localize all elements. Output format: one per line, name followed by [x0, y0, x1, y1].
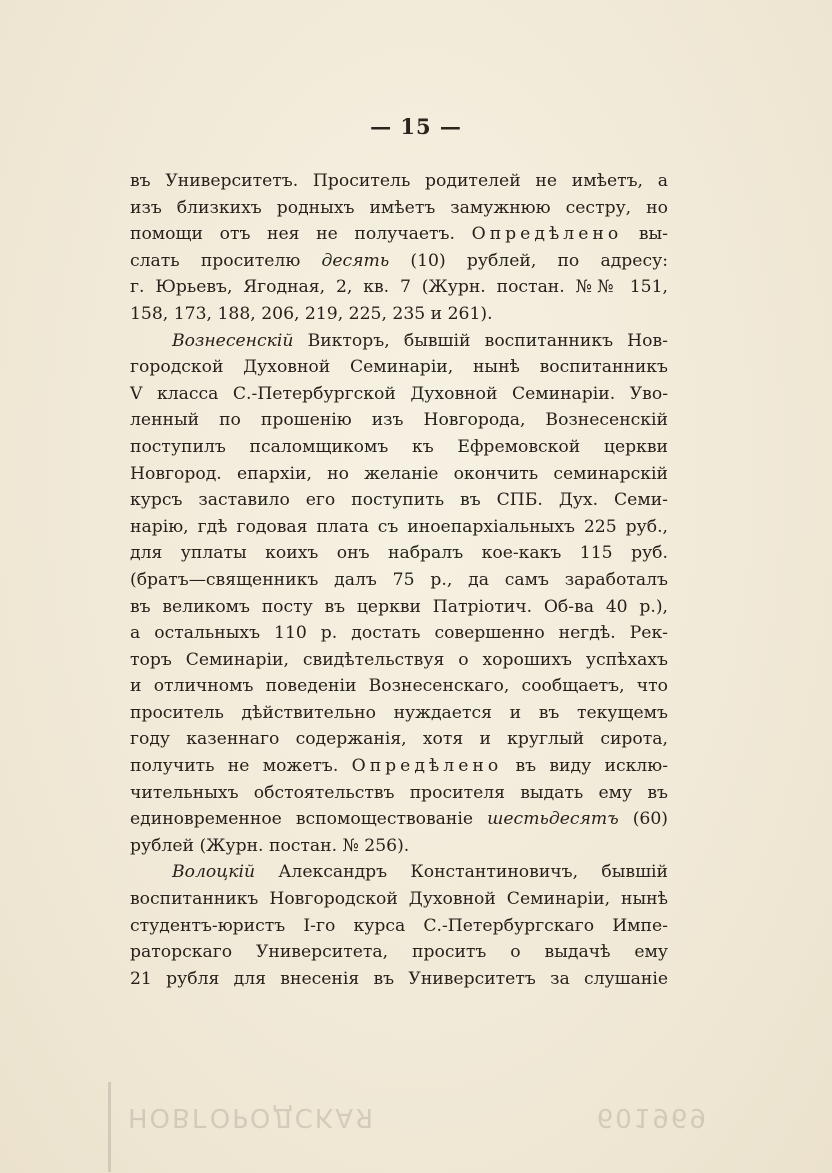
line-text: Новгород. епархіи, но желаніе окончить семинарскій — [130, 463, 668, 484]
line-text: студентъ-юристъ I-го курса С.-Петербургскаго Импе- — [130, 915, 668, 936]
line-text: курсъ заставило его поступить въ СПБ. Дух. Семи- — [130, 490, 668, 511]
text-line — [130, 939, 668, 966]
text-line — [130, 833, 668, 860]
stamp-text-left: НОВГОРОДСКАЯ — [128, 1102, 376, 1132]
line-text: единовременное вспомоществованіе — [130, 809, 488, 830]
text-line — [130, 913, 668, 940]
decision-word: Опредѣлено — [471, 224, 623, 245]
text-line — [130, 514, 668, 541]
text-line — [130, 354, 668, 381]
line-text: вы- — [622, 224, 668, 245]
text-line — [130, 886, 668, 913]
line-text: въ виду исклю- — [502, 756, 668, 777]
body-text — [130, 168, 668, 992]
line-text: слать просителю — [130, 250, 322, 271]
line-text: (10) рублей, по адресу: — [389, 250, 668, 271]
page-number: — 15 — — [370, 114, 462, 139]
line-text: нарію, гдѣ годовая плата съ иноепархіальныхъ 225 руб., — [130, 516, 668, 537]
line-text: (60) — [618, 809, 668, 830]
line-text: получить не можетъ. — [130, 756, 352, 777]
text-line — [130, 780, 668, 807]
line-text: раторскаго Университета, проситъ о выдачѣ ему — [130, 942, 668, 963]
text-line — [130, 700, 668, 727]
line-text: торъ Семинаріи, свидѣтельствуя о хорошихъ успѣхахъ — [130, 649, 668, 670]
text-line — [130, 567, 668, 594]
text-line — [130, 328, 668, 355]
line-text: поступилъ псаломщикомъ къ Ефремовской церкви — [130, 436, 668, 457]
text-line — [130, 647, 668, 674]
text-line — [130, 726, 668, 753]
text-line — [130, 381, 668, 408]
line-text: въ Университетъ. Проситель родителей не имѣетъ, а — [130, 171, 668, 191]
surname: Вознесенскій — [172, 330, 294, 351]
line-text: для уплаты коихъ онъ набралъ кое-какъ 115 руб. — [130, 543, 668, 564]
line-text: году казеннаго содержанія, хотя и круглый сирота, — [130, 729, 668, 750]
line-text: г. Юрьевъ, Ягодная, 2, кв. 7 (Журн. постан. №№ 151, — [130, 277, 668, 298]
text-line — [130, 806, 668, 833]
decision-word: Опредѣлено — [351, 756, 503, 777]
library-stamp — [108, 1082, 728, 1172]
text-line — [130, 248, 668, 275]
line-text: и отличномъ поведеніи Вознесенскаго, сообщаетъ, что — [130, 676, 668, 697]
line-text: проситель дѣйствительно нуждается и въ текущемъ — [130, 702, 668, 723]
stamp-text-right: 601969 — [596, 1102, 708, 1132]
line-text: воспитанникъ Новгородской Духовной Семинаріи, нынѣ — [130, 889, 668, 910]
line-text: Викторъ, бывшій воспитанникъ Нов- — [293, 330, 668, 351]
line-text: рублей (Журн. постан. № 256). — [130, 835, 410, 856]
text-line — [130, 859, 668, 886]
text-line — [130, 274, 668, 301]
line-text: V класса С.-Петербургской Духовной Семинаріи. Уво- — [130, 383, 668, 404]
text-line — [130, 673, 668, 700]
line-text: изъ близкихъ родныхъ имѣетъ замужнюю сестру, но — [130, 197, 668, 218]
text-line — [130, 620, 668, 647]
text-line — [130, 540, 668, 567]
text-line — [130, 407, 668, 434]
line-text: чительныхъ обстоятельствъ просителя выдать ему въ — [130, 782, 668, 803]
text-line — [130, 434, 668, 461]
text-line — [130, 168, 668, 195]
amount-word: десять — [321, 250, 390, 271]
text-line — [130, 195, 668, 222]
text-line — [130, 301, 668, 328]
line-text: (братъ—священникъ далъ 75 р., да самъ заработалъ — [130, 569, 668, 590]
line-text: ленный по прошенію изъ Новгорода, Вознесенскій — [130, 410, 668, 431]
surname: Волоцкій — [172, 862, 256, 883]
line-text: 21 рубля для внесенія въ Университетъ за слушаніе — [130, 968, 668, 989]
text-line — [130, 221, 668, 248]
line-text: городской Духовной Семинаріи, нынѣ воспитанникъ — [130, 357, 668, 378]
text-line — [130, 461, 668, 488]
line-text: Александръ Константиновичъ, бывшій — [255, 862, 668, 883]
text-line — [130, 753, 668, 780]
text-line — [130, 594, 668, 621]
line-text: 158, 173, 188, 206, 219, 225, 235 и 261). — [130, 303, 493, 324]
text-line — [130, 487, 668, 514]
amount-word: шестьдесятъ — [487, 809, 619, 830]
line-text: въ великомъ посту въ церкви Патріотич. Об-ва 40 р.), — [130, 596, 668, 617]
line-text: помощи отъ нея не получаетъ. — [130, 224, 472, 245]
line-text: а остальныхъ 110 р. достать совершенно негдѣ. Рек- — [130, 623, 668, 644]
text-line — [130, 966, 668, 993]
